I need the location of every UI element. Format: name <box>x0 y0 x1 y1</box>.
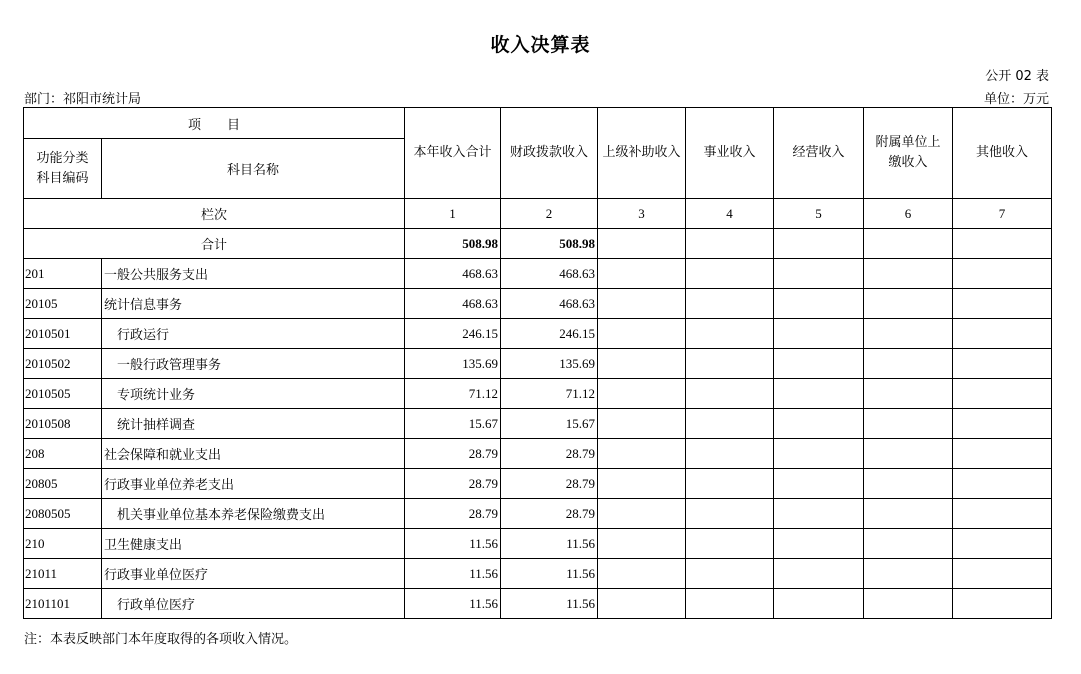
column-index-number: 1 <box>405 199 501 229</box>
subject-name: 行政运行 <box>102 319 405 349</box>
amount-cell <box>864 379 953 409</box>
subject-code: 208 <box>24 439 102 469</box>
subject-name: 一般公共服务支出 <box>102 259 405 289</box>
amount-cell <box>953 349 1052 379</box>
table-row <box>24 499 1052 529</box>
amount-cell: 135.69 <box>501 349 598 379</box>
amount-cell: 28.79 <box>501 469 598 499</box>
subject-code: 21011 <box>24 559 102 589</box>
income-table <box>23 107 1052 619</box>
column-index-row <box>24 199 1052 229</box>
amount-cell: 468.63 <box>501 259 598 289</box>
total-value: 508.98 <box>501 229 598 259</box>
amount-cell <box>774 499 864 529</box>
amount-cell: 11.56 <box>405 559 501 589</box>
header-affiliated: 附属单位上缴收入 <box>864 108 953 199</box>
subject-name: 社会保障和就业支出 <box>102 439 405 469</box>
column-index-number: 2 <box>501 199 598 229</box>
amount-cell <box>953 529 1052 559</box>
amount-cell: 246.15 <box>501 319 598 349</box>
amount-cell <box>953 409 1052 439</box>
table-row <box>24 259 1052 289</box>
amount-cell <box>598 559 686 589</box>
amount-cell: 468.63 <box>405 289 501 319</box>
column-index-number: 5 <box>774 199 864 229</box>
amount-cell <box>774 409 864 439</box>
header-name: 科目名称 <box>102 139 405 199</box>
amount-cell <box>953 319 1052 349</box>
table-row <box>24 529 1052 559</box>
amount-cell <box>864 559 953 589</box>
amount-cell <box>953 589 1052 619</box>
total-value <box>774 229 864 259</box>
total-value <box>686 229 774 259</box>
table-row <box>24 319 1052 349</box>
amount-cell <box>686 499 774 529</box>
amount-cell <box>686 469 774 499</box>
subject-name: 行政事业单位医疗 <box>102 559 405 589</box>
subject-code: 2101101 <box>24 589 102 619</box>
amount-cell <box>686 319 774 349</box>
total-value <box>953 229 1052 259</box>
column-index-number: 4 <box>686 199 774 229</box>
amount-cell: 15.67 <box>405 409 501 439</box>
amount-cell: 11.56 <box>405 589 501 619</box>
amount-cell <box>686 529 774 559</box>
amount-cell: 11.56 <box>405 529 501 559</box>
amount-cell <box>774 439 864 469</box>
amount-cell: 135.69 <box>405 349 501 379</box>
table-row <box>24 409 1052 439</box>
amount-cell <box>774 289 864 319</box>
amount-cell <box>953 439 1052 469</box>
amount-cell <box>598 469 686 499</box>
amount-cell: 71.12 <box>405 379 501 409</box>
amount-cell <box>598 379 686 409</box>
amount-cell <box>774 259 864 289</box>
amount-cell <box>598 529 686 559</box>
header-total: 本年收入合计 <box>405 108 501 199</box>
amount-cell: 11.56 <box>501 559 598 589</box>
amount-cell <box>774 529 864 559</box>
subject-name: 行政事业单位养老支出 <box>102 469 405 499</box>
amount-cell <box>686 439 774 469</box>
subject-name: 机关事业单位基本养老保险缴费支出 <box>102 499 405 529</box>
column-index-number: 6 <box>864 199 953 229</box>
amount-cell: 246.15 <box>405 319 501 349</box>
total-row <box>24 229 1052 259</box>
amount-cell <box>686 259 774 289</box>
header-code: 功能分类科目编码 <box>24 139 102 199</box>
amount-cell <box>686 289 774 319</box>
table-row <box>24 289 1052 319</box>
subject-name: 卫生健康支出 <box>102 529 405 559</box>
report-title: 收入决算表 <box>490 34 591 56</box>
amount-cell <box>864 409 953 439</box>
table-row <box>24 589 1052 619</box>
amount-cell <box>686 589 774 619</box>
amount-cell: 28.79 <box>501 499 598 529</box>
header-superior: 上级补助收入 <box>598 108 686 199</box>
amount-cell <box>598 499 686 529</box>
header-operating: 经营收入 <box>774 108 864 199</box>
amount-cell <box>598 259 686 289</box>
amount-cell <box>598 289 686 319</box>
table-row <box>24 349 1052 379</box>
amount-cell <box>864 259 953 289</box>
header-business: 事业收入 <box>686 108 774 199</box>
amount-cell <box>864 349 953 379</box>
subject-name: 一般行政管理事务 <box>102 349 405 379</box>
amount-cell <box>953 499 1052 529</box>
table-row <box>24 559 1052 589</box>
column-index-number: 3 <box>598 199 686 229</box>
form-number: 公开 02 表 <box>985 69 1049 84</box>
amount-cell: 28.79 <box>501 439 598 469</box>
amount-cell <box>686 409 774 439</box>
footnote: 注：本表反映部门本年度取得的各项收入情况。 <box>24 632 298 647</box>
amount-cell <box>953 259 1052 289</box>
amount-cell <box>864 499 953 529</box>
header-fiscal: 财政拨款收入 <box>501 108 598 199</box>
amount-cell <box>774 589 864 619</box>
amount-cell <box>774 469 864 499</box>
amount-cell <box>686 349 774 379</box>
subject-code: 2010502 <box>24 349 102 379</box>
amount-cell: 11.56 <box>501 529 598 559</box>
column-index-number: 7 <box>953 199 1052 229</box>
amount-cell <box>953 379 1052 409</box>
table-row <box>24 439 1052 469</box>
subject-code: 210 <box>24 529 102 559</box>
total-value <box>598 229 686 259</box>
table-row <box>24 469 1052 499</box>
amount-cell: 11.56 <box>501 589 598 619</box>
amount-cell <box>953 289 1052 319</box>
subject-code: 201 <box>24 259 102 289</box>
department-label: 部门：祁阳市统计局 <box>24 92 142 107</box>
column-index-label: 栏次 <box>24 199 405 229</box>
subject-code: 2010501 <box>24 319 102 349</box>
subject-code: 20805 <box>24 469 102 499</box>
subject-name: 统计信息事务 <box>102 289 405 319</box>
amount-cell <box>598 349 686 379</box>
total-label: 合计 <box>24 229 405 259</box>
total-value <box>864 229 953 259</box>
item-group-header: 项 目 <box>24 108 405 139</box>
subject-code: 20105 <box>24 289 102 319</box>
amount-cell: 28.79 <box>405 439 501 469</box>
amount-cell <box>864 529 953 559</box>
total-value: 508.98 <box>405 229 501 259</box>
amount-cell <box>598 589 686 619</box>
amount-cell <box>864 319 953 349</box>
amount-cell: 468.63 <box>405 259 501 289</box>
subject-code: 2010505 <box>24 379 102 409</box>
subject-name: 统计抽样调查 <box>102 409 405 439</box>
amount-cell <box>598 409 686 439</box>
amount-cell: 71.12 <box>501 379 598 409</box>
subject-code: 2080505 <box>24 499 102 529</box>
amount-cell <box>864 289 953 319</box>
amount-cell <box>598 319 686 349</box>
amount-cell <box>953 469 1052 499</box>
amount-cell <box>864 469 953 499</box>
amount-cell <box>953 559 1052 589</box>
amount-cell: 28.79 <box>405 499 501 529</box>
subject-code: 2010508 <box>24 409 102 439</box>
table-row <box>24 379 1052 409</box>
header-other: 其他收入 <box>953 108 1052 199</box>
amount-cell <box>774 559 864 589</box>
unit-label: 单位：万元 <box>983 92 1049 107</box>
amount-cell <box>686 559 774 589</box>
amount-cell: 15.67 <box>501 409 598 439</box>
amount-cell <box>774 319 864 349</box>
amount-cell <box>864 439 953 469</box>
amount-cell: 28.79 <box>405 469 501 499</box>
amount-cell: 468.63 <box>501 289 598 319</box>
subject-name: 行政单位医疗 <box>102 589 405 619</box>
amount-cell <box>598 439 686 469</box>
amount-cell <box>864 589 953 619</box>
amount-cell <box>774 379 864 409</box>
amount-cell <box>774 349 864 379</box>
subject-name: 专项统计业务 <box>102 379 405 409</box>
amount-cell <box>686 379 774 409</box>
